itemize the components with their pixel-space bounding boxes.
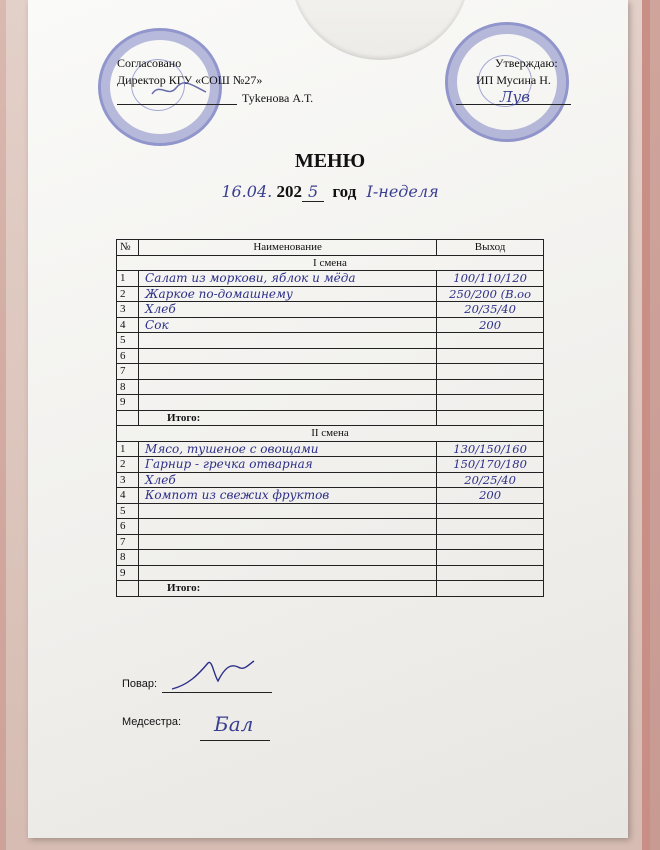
dish-name: Хлеб xyxy=(139,472,437,488)
cook-signature xyxy=(168,655,258,700)
dish-output: 250/200 (В.оо xyxy=(437,286,544,302)
row-number: 9 xyxy=(117,565,139,581)
row-number: 3 xyxy=(117,302,139,318)
col-header-output: Выход xyxy=(437,240,544,256)
table-row xyxy=(117,286,544,302)
dish-name: Сок xyxy=(139,317,437,333)
table-row xyxy=(117,519,544,535)
total-num-cell xyxy=(117,581,139,597)
table-row xyxy=(117,457,544,473)
dish-output: 20/25/40 xyxy=(437,472,544,488)
nurse-label: Медсестра: xyxy=(122,716,182,728)
row-number: 3 xyxy=(117,472,139,488)
row-number: 6 xyxy=(117,519,139,535)
dish-name xyxy=(139,395,437,411)
cook-label: Повар: xyxy=(122,678,158,690)
cook-signature-icon xyxy=(168,655,258,695)
total-row xyxy=(117,581,544,597)
table-row xyxy=(117,317,544,333)
dish-output: 20/35/40 xyxy=(437,302,544,318)
left-signature xyxy=(150,80,210,104)
total-row xyxy=(117,410,544,426)
row-number: 1 xyxy=(117,441,139,457)
year-handwritten: 5 xyxy=(302,182,324,202)
row-number: 4 xyxy=(117,488,139,504)
date-handwritten: 16.04. xyxy=(221,182,273,201)
total-value xyxy=(437,410,544,426)
table-header-row xyxy=(117,240,544,256)
table-row xyxy=(117,503,544,519)
row-number: 5 xyxy=(117,333,139,349)
nurse-signature: Бал xyxy=(214,712,254,736)
shift-header-row xyxy=(117,255,544,271)
year-prefix: 202 xyxy=(276,182,302,201)
right-signature: Лув xyxy=(500,88,530,106)
approval-right-role: ИП Мусина Н. xyxy=(476,73,551,87)
dish-output xyxy=(437,565,544,581)
dish-name: Мясо, тушеное с овощами xyxy=(139,441,437,457)
row-number: 2 xyxy=(117,457,139,473)
shift-label: I смена xyxy=(117,255,544,271)
dish-name xyxy=(139,550,437,566)
row-number: 1 xyxy=(117,271,139,287)
dish-output: 100/110/120 xyxy=(437,271,544,287)
table-row xyxy=(117,364,544,380)
shift-header-row xyxy=(117,426,544,442)
total-value xyxy=(437,581,544,597)
table-row xyxy=(117,302,544,318)
date-line xyxy=(0,182,660,202)
table-row xyxy=(117,441,544,457)
row-number: 8 xyxy=(117,379,139,395)
dish-output: 200 xyxy=(437,488,544,504)
dish-name: Жаркое по-домашнему xyxy=(139,286,437,302)
dish-name: Хлеб xyxy=(139,302,437,318)
year-word: год xyxy=(332,182,357,201)
table-row xyxy=(117,550,544,566)
dish-name: Компот из свежих фруктов xyxy=(139,488,437,504)
dish-name: Салат из моркови, яблок и мёда xyxy=(139,271,437,287)
dish-output: 150/170/180 xyxy=(437,457,544,473)
table-row xyxy=(117,472,544,488)
dish-output xyxy=(437,395,544,411)
row-number: 7 xyxy=(117,534,139,550)
dish-output: 200 xyxy=(437,317,544,333)
dish-name xyxy=(139,565,437,581)
approval-left-name: Туkенова А.Т. xyxy=(242,91,314,105)
dish-name xyxy=(139,379,437,395)
nurse-signature-line xyxy=(200,740,270,741)
col-header-num: № xyxy=(117,240,139,256)
dish-output xyxy=(437,333,544,349)
shift-label: II смена xyxy=(117,426,544,442)
total-label: Итого: xyxy=(139,581,437,597)
dish-output xyxy=(437,379,544,395)
approval-left-label: Согласовано xyxy=(117,56,182,70)
row-number: 8 xyxy=(117,550,139,566)
total-label: Итого: xyxy=(139,410,437,426)
table-row xyxy=(117,271,544,287)
row-number: 9 xyxy=(117,395,139,411)
col-header-name: Наименование xyxy=(139,240,437,256)
dish-output xyxy=(437,550,544,566)
approval-right-label: Утверждаю: xyxy=(495,56,558,70)
holder-notch xyxy=(290,0,470,60)
dish-output xyxy=(437,534,544,550)
table-row xyxy=(117,395,544,411)
row-number: 2 xyxy=(117,286,139,302)
week-handwritten: I-неделя xyxy=(366,182,439,201)
table-row xyxy=(117,379,544,395)
dish-name xyxy=(139,348,437,364)
approval-left-role: Директор КГУ «СОШ №27» xyxy=(117,73,263,87)
dish-output xyxy=(437,348,544,364)
row-number: 5 xyxy=(117,503,139,519)
page-title: МЕНЮ xyxy=(294,150,366,172)
table-row xyxy=(117,488,544,504)
table-row xyxy=(117,348,544,364)
cook-signature-line xyxy=(162,692,272,693)
table-row xyxy=(117,534,544,550)
dish-output: 130/150/160 xyxy=(437,441,544,457)
dish-name xyxy=(139,503,437,519)
left-signature-line xyxy=(117,104,237,105)
dish-output xyxy=(437,519,544,535)
menu-table xyxy=(116,239,544,597)
dish-name xyxy=(139,364,437,380)
dish-output xyxy=(437,364,544,380)
dish-output xyxy=(437,503,544,519)
row-number: 6 xyxy=(117,348,139,364)
row-number: 7 xyxy=(117,364,139,380)
dish-name xyxy=(139,519,437,535)
dish-name: Гарнир - гречка отварная xyxy=(139,457,437,473)
row-number: 4 xyxy=(117,317,139,333)
total-num-cell xyxy=(117,410,139,426)
table-row xyxy=(117,565,544,581)
left-signature-icon xyxy=(150,80,210,100)
table-row xyxy=(117,333,544,349)
dish-name xyxy=(139,534,437,550)
dish-name xyxy=(139,333,437,349)
